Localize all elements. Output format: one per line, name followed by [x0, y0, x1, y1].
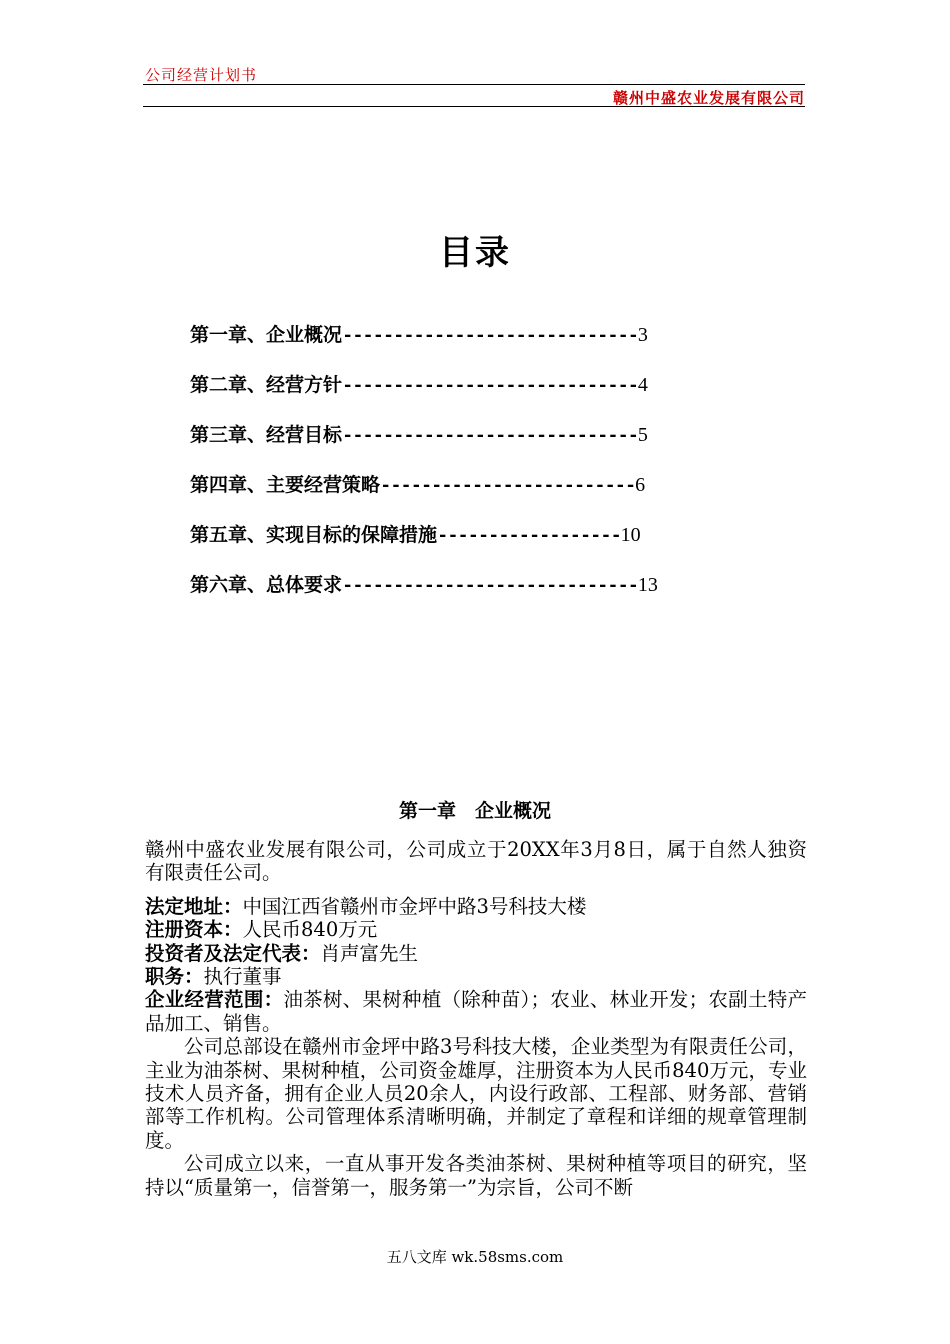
- toc-leader: -------------------------: [380, 475, 636, 497]
- intro-paragraph: 赣州中盛农业发展有限公司，公司成立于20XX年3月8日，属于自然人独资有限责任公司。: [145, 838, 807, 885]
- toc-leader: ------------------: [437, 525, 621, 547]
- toc-item-label: 第二章、经营方针: [190, 374, 343, 396]
- toc-item-label: 第六章、总体要求: [190, 574, 343, 596]
- field-label: 职务：: [145, 965, 204, 989]
- toc-leader: -----------------------------: [342, 375, 638, 397]
- field-legal-representative: [145, 942, 807, 965]
- field-value: 执行董事: [203, 965, 282, 989]
- field-value: 中国江西省赣州市金坪中路3号科技大楼: [242, 894, 587, 918]
- footer-watermark-text: 五八文库 wk.58sms.com: [386, 1248, 564, 1266]
- toc-item-label: 第五章、实现目标的保障措施: [190, 524, 438, 546]
- table-of-contents: [190, 320, 750, 620]
- field-legal-address: [145, 895, 807, 918]
- field-label: 企业经营范围：: [145, 988, 284, 1012]
- toc-page-number: 6: [635, 474, 646, 496]
- header-rule-top: [143, 84, 805, 85]
- field-value: 肖声富先生: [320, 941, 419, 965]
- field-label: 法定地址：: [145, 894, 243, 918]
- toc-page-number: 10: [620, 524, 641, 546]
- toc-page-number: 5: [637, 424, 648, 446]
- field-value: 油茶树、果树种植（除种苗）；农业、林业开发；农副土特产品加工、销售。: [145, 988, 807, 1035]
- toc-page-number: 3: [637, 324, 648, 346]
- toc-leader: -----------------------------: [342, 425, 638, 447]
- field-label: 注册资本：: [145, 918, 243, 942]
- toc-leader: -----------------------------: [342, 325, 638, 347]
- toc-title: 目录: [439, 233, 511, 273]
- toc-item-chapter-4[interactable]: [190, 470, 750, 520]
- chapter-1-body: [145, 838, 807, 1199]
- field-position: [145, 965, 807, 988]
- chapter-1-heading: 第一章 企业概况: [398, 800, 551, 822]
- field-registered-capital: [145, 918, 807, 941]
- body-paragraph: 公司成立以来，一直从事开发各类油茶树、果树种植等项目的研究，坚持以“质量第一，信誉第一，服务第一”为宗旨，公司不断: [145, 1152, 807, 1199]
- toc-item-chapter-1[interactable]: [190, 320, 750, 370]
- field-business-scope: [145, 988, 807, 1035]
- toc-leader: -----------------------------: [342, 575, 638, 597]
- toc-item-chapter-2[interactable]: [190, 370, 750, 420]
- field-label: 投资者及法定代表：: [145, 941, 321, 965]
- toc-item-label: 第一章、企业概况: [190, 324, 343, 346]
- header-doc-title: 公司经营计划书: [145, 66, 258, 84]
- toc-item-label: 第四章、主要经营策略: [190, 474, 381, 496]
- toc-item-chapter-5[interactable]: [190, 520, 750, 570]
- header-rule-bottom: [143, 106, 805, 107]
- header-company-name: 赣州中盛农业发展有限公司: [612, 89, 805, 107]
- toc-page-number: 4: [637, 374, 648, 396]
- field-value: 人民币840万元: [242, 918, 378, 942]
- toc-page-number: 13: [637, 574, 658, 596]
- toc-item-label: 第三章、经营目标: [190, 424, 343, 446]
- toc-item-chapter-3[interactable]: [190, 420, 750, 470]
- toc-item-chapter-6[interactable]: [190, 570, 750, 620]
- body-paragraph: 公司总部设在赣州市金坪中路3号科技大楼，企业类型为有限责任公司，主业为油茶树、果树种植，公司资金雄厚，注册资本为人民币840万元，专业技术人员齐备，拥有企业人员20余人，内设行政部、工程部、财务部、营销部等工作机构。公司管理体系清晰明确，并制定了章程和详细的规章管理制度。: [145, 1035, 807, 1152]
